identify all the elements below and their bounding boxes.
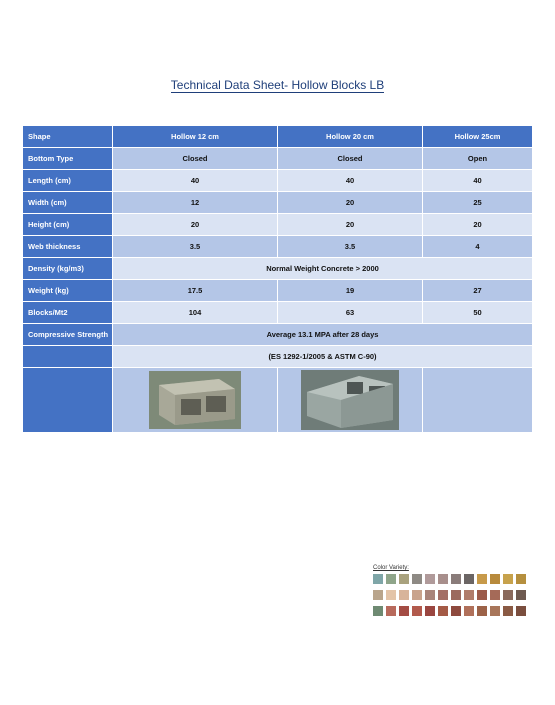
table-image-row [23, 368, 533, 433]
table-cell: Open [423, 148, 533, 170]
table-cell: 20 [113, 214, 278, 236]
table-row [23, 302, 533, 324]
table-row [23, 192, 533, 214]
color-swatch [451, 590, 461, 600]
color-swatch [386, 590, 396, 600]
swatch-row [373, 574, 526, 584]
color-swatch [425, 590, 435, 600]
color-swatch [451, 606, 461, 616]
color-variety-title: Color Variety: [373, 565, 409, 571]
table-header-row [23, 126, 533, 148]
page-title [0, 78, 555, 92]
block-photo-12cm [113, 368, 278, 433]
table-cell: 4 [423, 236, 533, 258]
color-swatch [373, 606, 383, 616]
header-cell: Hollow 25cm [423, 126, 533, 148]
table-cell: Closed [278, 148, 423, 170]
table-cell: 20 [278, 192, 423, 214]
color-swatch [503, 574, 513, 584]
header-cell: Hollow 20 cm [278, 126, 423, 148]
color-swatch [477, 590, 487, 600]
color-swatch [412, 590, 422, 600]
swatch-row [373, 590, 526, 600]
table-row [23, 170, 533, 192]
page-title-text: Technical Data Sheet- Hollow Blocks LB [170, 78, 385, 92]
table-span-cell: Average 13.1 MPA after 28 days [113, 324, 533, 346]
table-cell: 20 [278, 214, 423, 236]
color-swatch [386, 574, 396, 584]
table-row [23, 346, 533, 368]
hollow-block-20-image [301, 370, 399, 430]
color-swatch [399, 606, 409, 616]
table-cell: 104 [113, 302, 278, 324]
table-span-cell: (ES 1292-1/2005 & ASTM C-90) [113, 346, 533, 368]
table-cell: 25 [423, 192, 533, 214]
color-swatch [464, 606, 474, 616]
color-swatch [490, 574, 500, 584]
color-variety [373, 565, 526, 622]
color-swatch [438, 590, 448, 600]
color-swatch [373, 590, 383, 600]
color-swatch [516, 606, 526, 616]
swatch-row [373, 606, 526, 616]
row-label: Bottom Type [23, 148, 113, 170]
table-cell: 40 [113, 170, 278, 192]
table-row [23, 280, 533, 302]
color-swatch [399, 590, 409, 600]
table-cell: 3.5 [113, 236, 278, 258]
row-label: Length (cm) [23, 170, 113, 192]
row-label: Compressive Strength [23, 324, 113, 346]
table-cell: 17.5 [113, 280, 278, 302]
table-row [23, 214, 533, 236]
color-swatch [373, 574, 383, 584]
table-cell: 27 [423, 280, 533, 302]
block-photo-20cm [278, 368, 423, 433]
table-row [23, 148, 533, 170]
color-swatch [412, 606, 422, 616]
table-cell: 40 [278, 170, 423, 192]
color-swatch [503, 606, 513, 616]
color-swatch [399, 574, 409, 584]
color-swatch [464, 574, 474, 584]
table-span-cell: Normal Weight Concrete > 2000 [113, 258, 533, 280]
table-cell: 3.5 [278, 236, 423, 258]
color-swatch [451, 574, 461, 584]
row-label: Height (cm) [23, 214, 113, 236]
table-row [23, 324, 533, 346]
row-label [23, 346, 113, 368]
table-cell: 20 [423, 214, 533, 236]
row-label: Blocks/Mt2 [23, 302, 113, 324]
color-swatch [425, 606, 435, 616]
empty-image-cell [423, 368, 533, 433]
spec-table [22, 125, 533, 433]
table-row [23, 236, 533, 258]
color-swatch [386, 606, 396, 616]
table-cell: 12 [113, 192, 278, 214]
table-cell: 63 [278, 302, 423, 324]
color-swatch [490, 606, 500, 616]
color-swatch [477, 574, 487, 584]
row-label: Density (kg/m3) [23, 258, 113, 280]
color-swatch-grid [373, 574, 526, 616]
header-cell: Shape [23, 126, 113, 148]
color-swatch [438, 574, 448, 584]
header-cell: Hollow 12 cm [113, 126, 278, 148]
color-swatch [464, 590, 474, 600]
color-swatch [425, 574, 435, 584]
color-swatch [477, 606, 487, 616]
table-row [23, 258, 533, 280]
hollow-block-12-image [149, 371, 241, 429]
table-cell: 19 [278, 280, 423, 302]
color-swatch [516, 574, 526, 584]
row-label [23, 368, 113, 433]
table-cell: Closed [113, 148, 278, 170]
color-swatch [490, 590, 500, 600]
table-cell: 40 [423, 170, 533, 192]
color-swatch [412, 574, 422, 584]
color-swatch [503, 590, 513, 600]
row-label: Web thickness [23, 236, 113, 258]
row-label: Width (cm) [23, 192, 113, 214]
row-label: Weight (kg) [23, 280, 113, 302]
table-cell: 50 [423, 302, 533, 324]
color-swatch [516, 590, 526, 600]
color-swatch [438, 606, 448, 616]
